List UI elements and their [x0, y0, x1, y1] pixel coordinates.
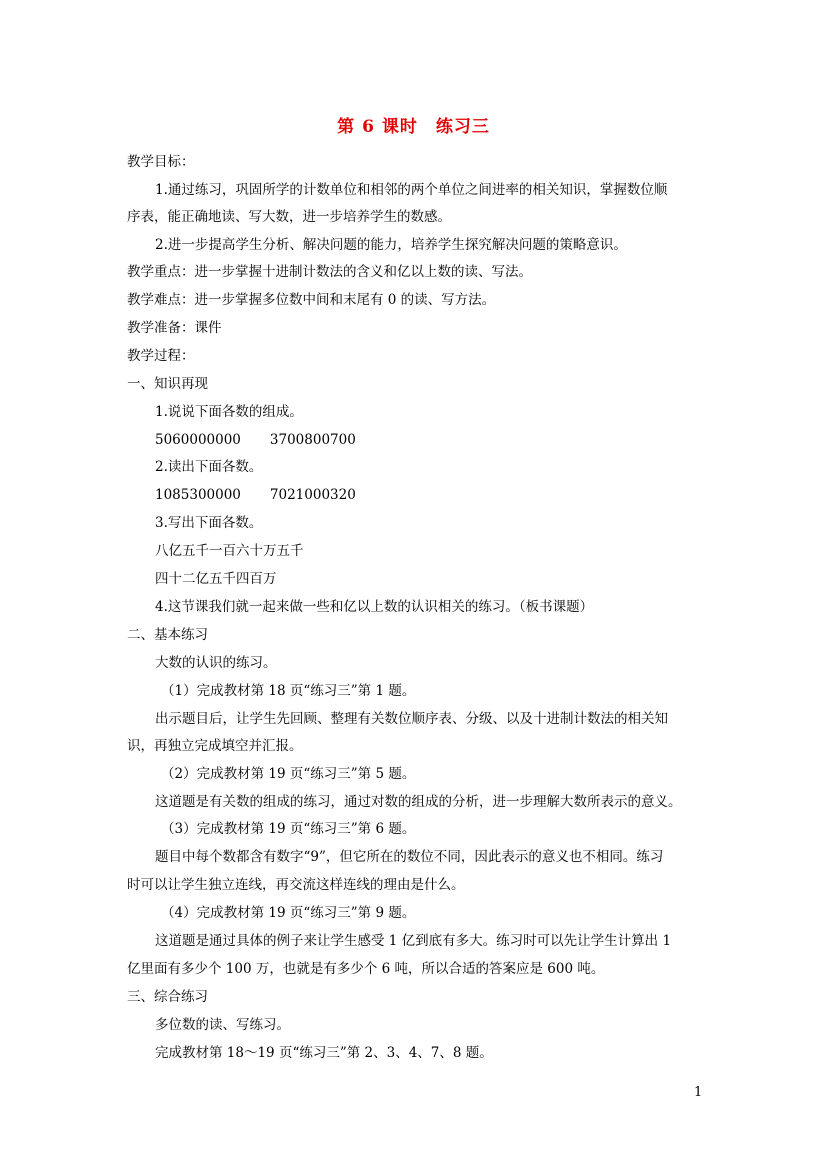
section-2-heading: 二、基本练习	[127, 627, 208, 643]
section-3-task: 完成教材第 18～19 页“练习三”第 2、3、4、7、8 题。	[155, 1045, 493, 1061]
lesson-title: 第 6 课时 练习三	[337, 117, 490, 137]
section-1-q3-a: 八亿五千一百六十万五千	[155, 543, 304, 559]
goal-1-line-b: 序表，能正确地读、写大数，进一步培养学生的数感。	[127, 209, 451, 225]
section-1-q1-numbers	[155, 430, 356, 450]
section-2-item-1-desc-b: 识，再独立完成填空并汇报。	[127, 738, 303, 754]
number: 7021000320	[269, 487, 356, 503]
process-label: 教学过程：	[127, 348, 195, 364]
section-1-q2-numbers	[155, 485, 356, 505]
section-3-heading: 三、综合练习	[127, 989, 208, 1005]
number: 1085300000	[155, 487, 241, 503]
section-1-q2: 2.读出下面各数。	[155, 459, 263, 475]
section-2-item-1-desc-a: 出示题目后，让学生先回顾、整理有关数位顺序表、分级、以及十进制计数法的相关知	[155, 711, 668, 727]
section-2-item-3: （3）完成教材第 19 页“练习三”第 6 题。	[161, 821, 416, 837]
section-1-q4: 4.这节课我们就一起来做一些和亿以上数的认识相关的练习。（板书课题）	[155, 599, 594, 615]
section-1-q1: 1.说说下面各数的组成。	[155, 404, 303, 420]
section-1-heading: 一、知识再现	[127, 376, 208, 392]
difficult-points: 教学难点：进一步掌握多位数中间和末尾有 0 的读、写方法。	[127, 292, 496, 308]
section-2-item-2-desc: 这道题是有关数的组成的练习，通过对数的组成的分析，进一步理解大数所表示的意义。	[155, 794, 682, 810]
section-1-q3: 3.写出下面各数。	[155, 515, 263, 531]
number: 3700800700	[269, 432, 356, 448]
goal-1-line-a: 1.通过练习，巩固所学的计数单位和相邻的两个单位之间进率的相关知识，掌握数位顺	[155, 182, 668, 198]
section-2-item-4-desc-a: 这道题是通过具体的例子来让学生感受 1 亿到底有多大。练习时可以先让学生计算出 1	[155, 933, 672, 949]
goals-label: 教学目标：	[127, 154, 195, 170]
key-points: 教学重点：进一步掌握十进制计数法的含义和亿以上数的读、写法。	[127, 264, 532, 280]
section-2-intro: 大数的认识的练习。	[155, 655, 277, 671]
goal-2: 2.进一步提高学生分析、解决问题的能力，培养学生探究解决问题的策略意识。	[155, 237, 627, 253]
section-3-intro: 多位数的读、写练习。	[155, 1017, 290, 1033]
number: 5060000000	[155, 432, 241, 448]
section-2-item-4: （4）完成教材第 19 页“练习三”第 9 题。	[161, 905, 416, 921]
preparation: 教学准备：课件	[127, 320, 222, 336]
section-2-item-4-desc-b: 亿里面有多少个 100 万，也就是有多少个 6 吨，所以合适的答案应是 600 吨。	[127, 961, 605, 977]
section-2-item-3-desc-b: 时可以让学生独立连线，再交流这样连线的理由是什么。	[127, 877, 465, 893]
section-1-q3-b: 四十二亿五千四百万	[155, 571, 277, 587]
page-number: 1	[694, 1085, 703, 1100]
section-2-item-3-desc-a: 题目中每个数都含有数字“9”，但它所在的数位不同，因此表示的意义也不相同。练习	[155, 849, 664, 865]
section-2-item-1: （1）完成教材第 18 页“练习三”第 1 题。	[161, 683, 416, 699]
section-2-item-2: （2）完成教材第 19 页“练习三”第 5 题。	[161, 766, 416, 782]
